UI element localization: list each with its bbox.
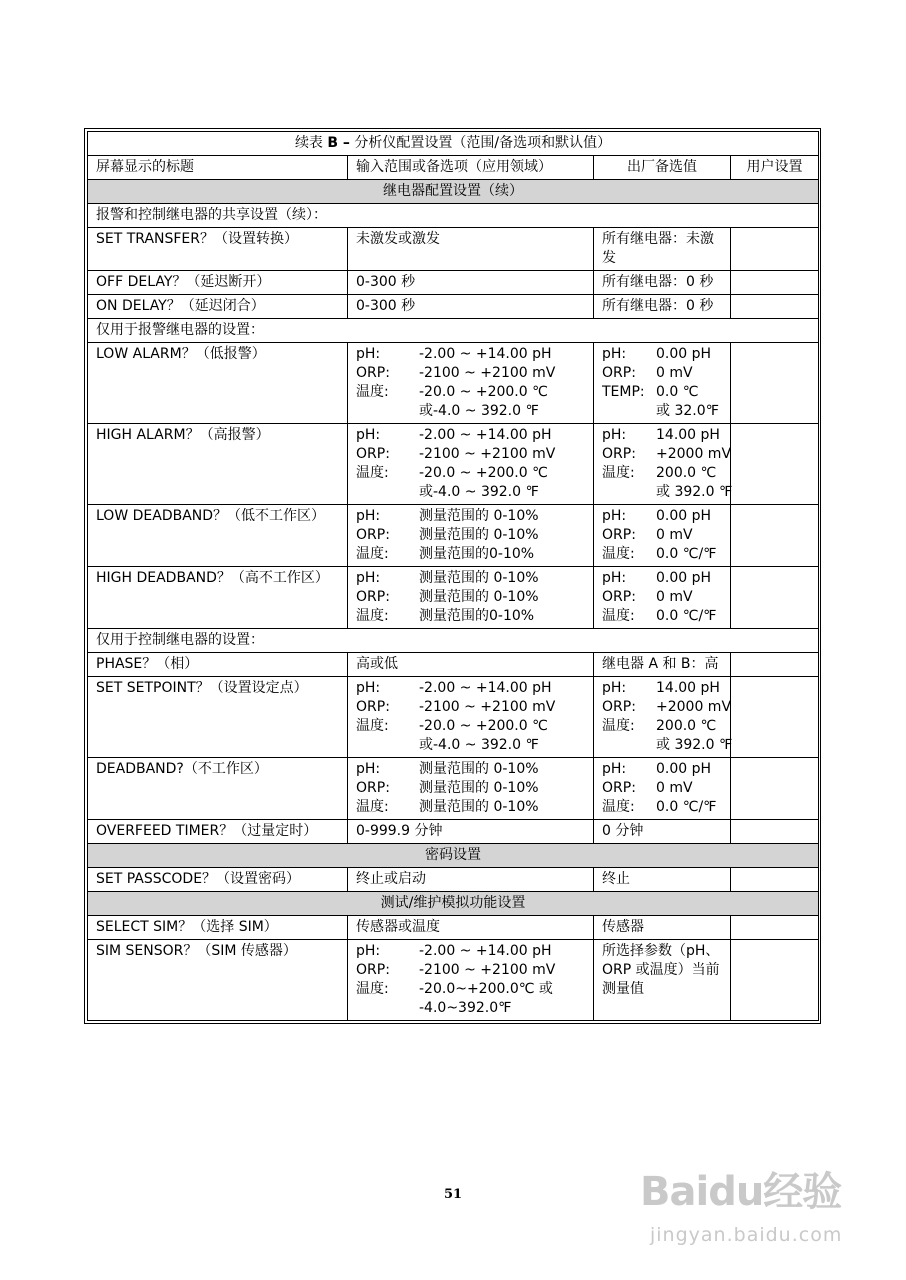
section-row xyxy=(88,844,819,868)
value-label: ORP: xyxy=(602,365,636,381)
row-range xyxy=(348,343,594,424)
value-line xyxy=(356,760,585,779)
row-user xyxy=(731,567,819,629)
value-text: -20.0 ~ +200.0 ℃ xyxy=(419,718,548,734)
table-row xyxy=(88,868,819,892)
table-row xyxy=(88,677,819,758)
value-label: pH: xyxy=(356,427,381,443)
value-line xyxy=(356,679,585,698)
table-row xyxy=(88,653,819,677)
value-text: -2.00 ~ +14.00 pH xyxy=(419,427,552,443)
row-user xyxy=(731,820,819,844)
row-range xyxy=(348,940,594,1021)
row-range: 0-300 秒 xyxy=(348,271,594,295)
row-label: LOW ALARM？（低报警） xyxy=(88,343,348,424)
value-text: 0 mV xyxy=(656,365,693,381)
note-shared-settings: 报警和控制继电器的共享设置（续）： xyxy=(88,204,819,228)
table-row xyxy=(88,567,819,629)
value-label: 温度: xyxy=(356,608,389,624)
note-row xyxy=(88,629,819,653)
value-label: pH: xyxy=(356,346,381,362)
value-label: ORP: xyxy=(602,780,636,796)
value-line xyxy=(602,507,722,526)
row-default: 所有继电器：0 秒 xyxy=(594,271,731,295)
value-label: ORP: xyxy=(602,699,636,715)
row-label: HIGH DEADBAND？（高不工作区） xyxy=(88,567,348,629)
row-label: DEADBAND?（不工作区） xyxy=(88,758,348,820)
value-line xyxy=(602,798,722,817)
title-bold: B – xyxy=(327,135,350,151)
value-text: 或 32.0℉ xyxy=(656,403,719,419)
value-line xyxy=(602,698,732,717)
value-text: -20.0 ~ +200.0 ℃ xyxy=(419,465,548,481)
title-prefix: 续表 xyxy=(294,135,323,151)
row-user xyxy=(731,916,819,940)
watermark xyxy=(640,1150,860,1270)
value-text: -2100 ~ +2100 mV xyxy=(419,446,556,462)
value-text: -4.0~392.0℉ xyxy=(419,1000,512,1016)
value-text: 测量范围的 0-10% xyxy=(419,761,539,777)
value-text: 0.0 ℃ xyxy=(656,384,699,400)
value-label: 温度: xyxy=(356,981,389,997)
value-line xyxy=(356,445,585,464)
row-range: 终止或启动 xyxy=(348,868,594,892)
section-relay-config: 继电器配置设置（续） xyxy=(88,180,819,204)
value-label: pH: xyxy=(356,680,381,696)
value-text: 测量范围的 0-10% xyxy=(419,589,539,605)
row-range xyxy=(348,505,594,567)
value-text: +2000 mV xyxy=(656,446,732,462)
row-range: 高或低 xyxy=(348,653,594,677)
value-line xyxy=(356,698,585,717)
table-row xyxy=(88,424,819,505)
config-table xyxy=(87,131,819,1021)
note-control-only: 仅用于控制继电器的设置： xyxy=(88,629,819,653)
row-label: SET PASSCODE？（设置密码） xyxy=(88,868,348,892)
value-label: 温度: xyxy=(356,384,389,400)
row-default: 0 分钟 xyxy=(594,820,731,844)
value-line xyxy=(356,569,585,588)
header-user-setting: 用户设置 xyxy=(731,156,819,180)
value-label: pH: xyxy=(602,570,627,586)
value-line xyxy=(602,426,722,445)
value-label: 温度: xyxy=(602,799,635,815)
row-range: 传感器或温度 xyxy=(348,916,594,940)
value-label: 温度: xyxy=(356,799,389,815)
value-text: 或 392.0 ℉ xyxy=(656,484,733,500)
row-label: SET TRANSFER？（设置转换） xyxy=(88,228,348,271)
value-text: 或-4.0 ~ 392.0 ℉ xyxy=(419,403,539,419)
watermark-logo: Baidu经验 xyxy=(640,1169,842,1215)
value-line xyxy=(356,507,585,526)
value-text: 或 392.0 ℉ xyxy=(656,737,733,753)
row-range: 0-999.9 分钟 xyxy=(348,820,594,844)
page-number: 51 xyxy=(443,1187,463,1202)
table-row xyxy=(88,505,819,567)
value-label: 温度: xyxy=(602,718,635,734)
value-line xyxy=(356,402,585,421)
value-text: 或-4.0 ~ 392.0 ℉ xyxy=(419,484,539,500)
value-line xyxy=(602,779,722,798)
value-label: 温度: xyxy=(356,465,389,481)
value-label: ORP: xyxy=(602,527,636,543)
row-user xyxy=(731,343,819,424)
value-line xyxy=(356,736,585,755)
table-row xyxy=(88,916,819,940)
table-row xyxy=(88,271,819,295)
value-label: pH: xyxy=(602,346,627,362)
value-line xyxy=(356,717,585,736)
row-label: OFF DELAY？（延迟断开） xyxy=(88,271,348,295)
value-label: pH: xyxy=(602,680,627,696)
row-default xyxy=(594,343,731,424)
value-label: ORP: xyxy=(602,589,636,605)
table-header-row xyxy=(88,156,819,180)
value-line xyxy=(356,426,585,445)
config-table-frame xyxy=(84,128,821,1024)
value-text: -2.00 ~ +14.00 pH xyxy=(419,943,552,959)
row-user xyxy=(731,868,819,892)
section-test-sim: 测试/维护模拟功能设置 xyxy=(88,892,819,916)
value-label: 温度: xyxy=(602,546,635,562)
value-text: 14.00 pH xyxy=(656,427,720,443)
value-line xyxy=(602,569,722,588)
row-default: 传感器 xyxy=(594,916,731,940)
table-row xyxy=(88,228,819,271)
value-line xyxy=(602,607,722,626)
value-label: pH: xyxy=(356,570,381,586)
value-label: 温度: xyxy=(356,718,389,734)
section-passcode: 密码设置 xyxy=(88,844,819,868)
value-label: ORP: xyxy=(356,446,390,462)
value-label: ORP: xyxy=(602,446,636,462)
table-row xyxy=(88,940,819,1021)
value-text: 或-4.0 ~ 392.0 ℉ xyxy=(419,737,539,753)
row-range xyxy=(348,758,594,820)
value-text: 测量范围的0-10% xyxy=(419,608,535,624)
row-user xyxy=(731,295,819,319)
row-range: 未激发或激发 xyxy=(348,228,594,271)
value-label: 温度: xyxy=(602,608,635,624)
section-row xyxy=(88,892,819,916)
value-line xyxy=(356,779,585,798)
row-default xyxy=(594,505,731,567)
note-alarm-only: 仅用于报警继电器的设置： xyxy=(88,319,819,343)
value-label: ORP: xyxy=(356,527,390,543)
value-label: pH: xyxy=(356,943,381,959)
value-text: 0.00 pH xyxy=(656,570,712,586)
row-default: 所有继电器：0 秒 xyxy=(594,295,731,319)
value-line xyxy=(602,526,722,545)
table-title-row xyxy=(88,132,819,156)
value-line xyxy=(356,999,585,1018)
value-label: pH: xyxy=(602,761,627,777)
value-line xyxy=(356,980,585,999)
value-line xyxy=(356,798,585,817)
value-text: 0 mV xyxy=(656,780,693,796)
value-line xyxy=(356,588,585,607)
value-line xyxy=(602,402,722,421)
header-screen-title: 屏幕显示的标题 xyxy=(88,156,348,180)
value-line xyxy=(602,588,722,607)
value-text: 0.00 pH xyxy=(656,761,712,777)
value-text: 测量范围的 0-10% xyxy=(419,527,539,543)
value-line xyxy=(602,464,722,483)
row-user xyxy=(731,940,819,1021)
value-line xyxy=(602,717,722,736)
value-line xyxy=(356,942,585,961)
value-line xyxy=(602,483,733,502)
value-text: -2100 ~ +2100 mV xyxy=(419,699,556,715)
row-default: 所选择参数（pH、ORP 或温度）当前测量值 xyxy=(594,940,731,1021)
table-row xyxy=(88,343,819,424)
value-text: 测量范围的 0-10% xyxy=(419,799,539,815)
row-label: SELECT SIM？（选择 SIM） xyxy=(88,916,348,940)
row-default: 所有继电器：未激发 xyxy=(594,228,731,271)
value-text: 测量范围的 0-10% xyxy=(419,508,539,524)
value-text: 0.0 ℃/℉ xyxy=(656,608,717,624)
table-row xyxy=(88,820,819,844)
row-label: SIM SENSOR？（SIM 传感器） xyxy=(88,940,348,1021)
row-user xyxy=(731,505,819,567)
row-default xyxy=(594,567,731,629)
value-label: ORP: xyxy=(356,589,390,605)
note-row xyxy=(88,319,819,343)
value-line xyxy=(356,545,585,564)
value-text: 0.0 ℃/℉ xyxy=(656,799,717,815)
value-label: ORP: xyxy=(356,699,390,715)
value-line xyxy=(356,383,585,402)
row-user xyxy=(731,424,819,505)
note-row xyxy=(88,204,819,228)
value-text: +2000 mV xyxy=(656,699,732,715)
row-user xyxy=(731,653,819,677)
row-user xyxy=(731,228,819,271)
value-line xyxy=(602,345,722,364)
title-rest: 分析仪配置设置（范围/备选项和默认值） xyxy=(354,135,612,151)
value-label: pH: xyxy=(356,761,381,777)
value-line xyxy=(356,345,585,364)
row-default xyxy=(594,758,731,820)
row-label: OVERFEED TIMER？（过量定时） xyxy=(88,820,348,844)
value-label: pH: xyxy=(356,508,381,524)
value-text: 0 mV xyxy=(656,589,693,605)
header-default: 出厂备选值 xyxy=(594,156,731,180)
value-text: 测量范围的 0-10% xyxy=(419,780,539,796)
header-range: 输入范围或备选项（应用领域） xyxy=(348,156,594,180)
row-default xyxy=(594,677,731,758)
row-label: HIGH ALARM？（高报警） xyxy=(88,424,348,505)
value-text: 200.0 ℃ xyxy=(656,465,717,481)
row-default xyxy=(594,424,731,505)
value-line xyxy=(356,526,585,545)
value-label: ORP: xyxy=(356,780,390,796)
value-label: 温度: xyxy=(602,465,635,481)
value-text: -2.00 ~ +14.00 pH xyxy=(419,346,552,362)
value-line xyxy=(356,483,585,502)
value-text: 0.00 pH xyxy=(656,508,712,524)
value-label: TEMP: xyxy=(602,384,645,400)
value-line xyxy=(602,383,722,402)
value-text: -20.0~+200.0℃ 或 xyxy=(419,981,553,997)
row-user xyxy=(731,758,819,820)
value-text: 200.0 ℃ xyxy=(656,718,717,734)
value-line xyxy=(602,445,732,464)
value-text: 0.0 ℃/℉ xyxy=(656,546,717,562)
value-label: ORP: xyxy=(356,962,390,978)
value-line xyxy=(602,760,722,779)
table-row xyxy=(88,758,819,820)
value-text: 14.00 pH xyxy=(656,680,720,696)
value-label: pH: xyxy=(602,508,627,524)
value-text: -2100 ~ +2100 mV xyxy=(419,365,556,381)
value-text: -20.0 ~ +200.0 ℃ xyxy=(419,384,548,400)
value-line xyxy=(356,961,585,980)
value-line xyxy=(356,607,585,626)
section-row xyxy=(88,180,819,204)
value-text: -2.00 ~ +14.00 pH xyxy=(419,680,552,696)
row-user xyxy=(731,677,819,758)
row-label: LOW DEADBAND？（低不工作区） xyxy=(88,505,348,567)
row-label: PHASE？（相） xyxy=(88,653,348,677)
row-range: 0-300 秒 xyxy=(348,295,594,319)
row-label: SET SETPOINT？（设置设定点） xyxy=(88,677,348,758)
value-line xyxy=(602,545,722,564)
value-text: 0 mV xyxy=(656,527,693,543)
value-label: ORP: xyxy=(356,365,390,381)
value-text: 0.00 pH xyxy=(656,346,712,362)
value-line xyxy=(356,364,585,383)
value-line xyxy=(356,464,585,483)
table-title xyxy=(88,132,819,156)
row-label: ON DELAY？（延迟闭合） xyxy=(88,295,348,319)
value-line xyxy=(602,736,733,755)
value-text: 测量范围的 0-10% xyxy=(419,570,539,586)
value-text: 测量范围的0-10% xyxy=(419,546,535,562)
row-range xyxy=(348,424,594,505)
row-default: 继电器 A 和 B：高 xyxy=(594,653,731,677)
watermark-url: jingyan.baidu.com xyxy=(650,1224,843,1246)
value-text: -2100 ~ +2100 mV xyxy=(419,962,556,978)
value-label: pH: xyxy=(602,427,627,443)
row-default: 终止 xyxy=(594,868,731,892)
value-line xyxy=(602,364,722,383)
row-range xyxy=(348,677,594,758)
value-label: 温度: xyxy=(356,546,389,562)
row-range xyxy=(348,567,594,629)
table-row xyxy=(88,295,819,319)
row-user xyxy=(731,271,819,295)
value-line xyxy=(602,679,722,698)
